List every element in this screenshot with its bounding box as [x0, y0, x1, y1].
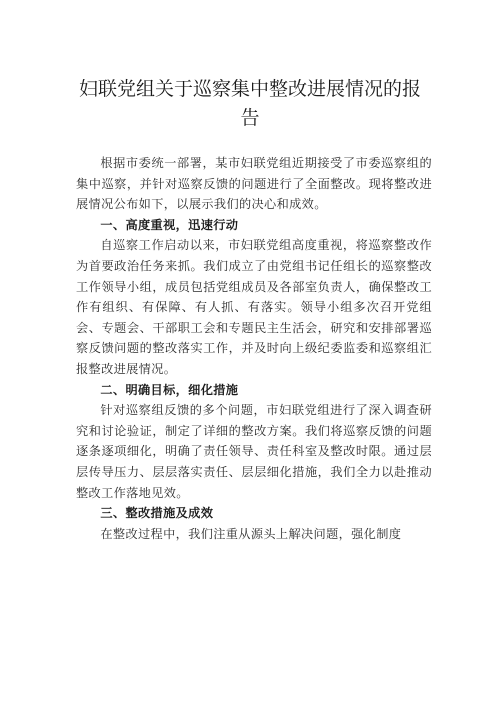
- document-title: [60, 75, 440, 133]
- section-heading-1: 一、高度重视，迅速行动: [100, 217, 239, 232]
- section-heading-3: 三、整改措施及成效: [100, 506, 214, 521]
- section-paragraph-3: 在整改过程中，我们注重从源头上解决问题，强化制度: [100, 526, 402, 541]
- section-heading-2: 二、明确目标，细化措施: [100, 382, 239, 397]
- section-paragraph-1: 自巡察工作启动以来，市妇联党组高度重视，将巡察整改作为首要政治任务来抓。我们成立了由党组书记任组长的巡察整改工作领导小组，成员包括党组成员及各部室负责人，确保整改工作有组织、有保障、有人抓、有落实。领导小组多次召开党组会、专题会、干部职工会和专题民主生活会，研究和安排部署巡察反馈问题的整改落实工作，并及时向上级纪委监委和巡察组汇报整改进展情况。: [76, 238, 432, 376]
- document-body: [76, 153, 432, 544]
- section-paragraph-2: 针对巡察组反馈的多个问题，市妇联党组进行了深入调查研究和讨论验证，制定了详细的整改方案。我们将巡察反馈的问题逐条逐项细化，明确了责任领导、责任科室及整改时限。通过层层传导压力、层层落实责任、层层细化措施，我们全力以赴推动整改工作落地见效。: [76, 403, 432, 500]
- title-line-2: 告: [240, 107, 260, 129]
- intro-paragraph: 根据市委统一部署，某市妇联党组近期接受了市委巡察组的集中巡察，并针对巡察反馈的问题进行了全面整改。现将整改进展情况公布如下，以展示我们的决心和成效。: [76, 156, 432, 212]
- title-line-1: 妇联党组关于巡察集中整改进展情况的报: [78, 78, 421, 100]
